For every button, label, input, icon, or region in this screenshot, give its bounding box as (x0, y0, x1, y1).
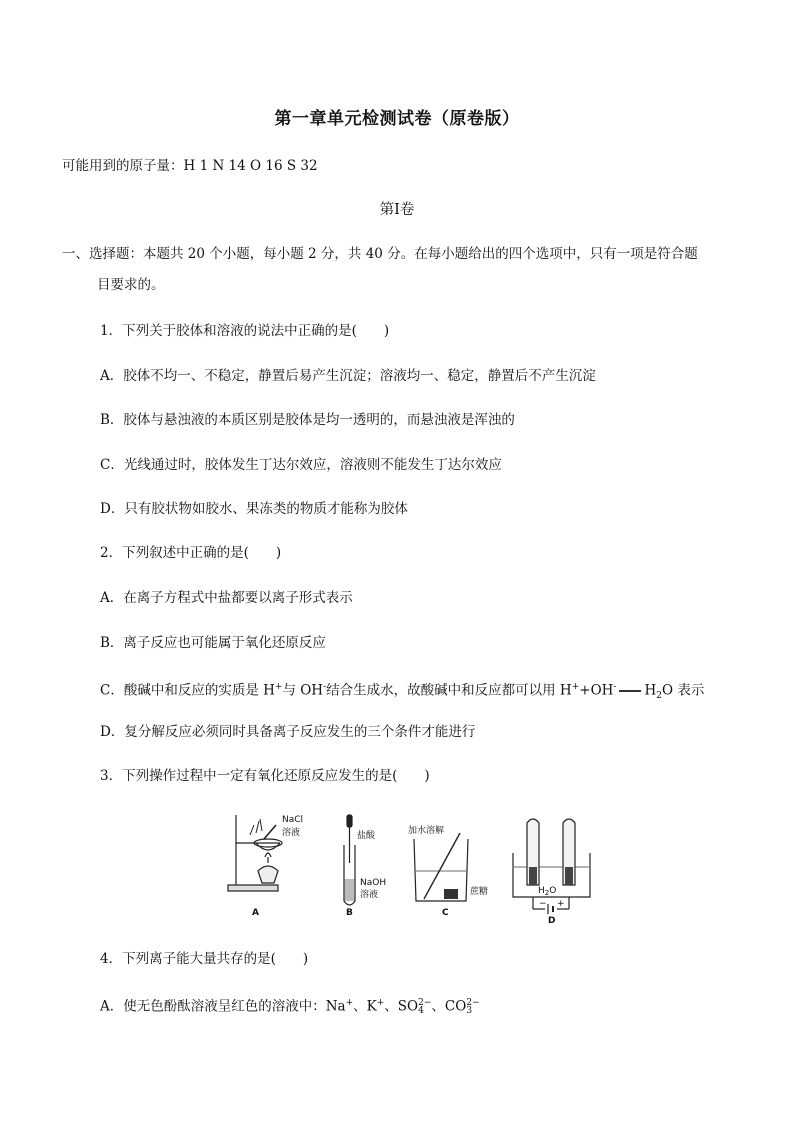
equals-double-line (619, 690, 641, 692)
fig-c-sugar: 蔗糖 (470, 887, 489, 897)
fig-c-label: C (442, 908, 449, 918)
fig-d-water: $H_2O$ (538, 886, 557, 897)
q2-option-c: C．酸碱中和反应的实质是 H+与 OH-结合生成水，故酸碱中和反应都可以用 H++OH- $H_2O$ 表示 (100, 682, 705, 702)
q2-option-d: D．复分解反应必须同时具备离子反应发生的三个条件才能进行 (100, 724, 476, 740)
apparatus-b-test-tube (344, 815, 355, 905)
q3-stem: 3．下列操作过程中一定有氧化还原反应发生的是( ) (100, 768, 430, 784)
section-intro-line-1: 一、选择题：本题共 20 个小题，每小题 2 分，共 40 分。在每小题给出的四个选项中，只有一项是符合题 (62, 246, 698, 262)
q2-option-a: A．在离子方程式中盐都要以离子形式表示 (100, 590, 353, 606)
section-intro-line-2: 目要求的。 (97, 277, 165, 293)
atomic-mass-line: 可能用到的原子量：H 1 N 14 O 16 S 32 (62, 158, 318, 174)
fig-c-dissolve: 加水溶解 (408, 826, 445, 836)
page-title: 第一章单元检测试卷（原卷版） (274, 109, 520, 129)
fig-a-solution: 溶液 (282, 828, 301, 838)
fig-d-label: D (548, 916, 556, 923)
q2-option-b: B．离子反应也可能属于氧化还原反应 (100, 635, 326, 651)
apparatus-d-electrolysis (513, 819, 590, 914)
q1-option-b: B．胶体与悬浊液的本质区别是胶体是均一透明的，而悬浊液是浑浊的 (100, 412, 515, 428)
fig-b-label: B (346, 908, 353, 918)
fig-a-nacl: NaCl (282, 815, 304, 825)
fig-a-label: A (252, 908, 259, 918)
fig-d-minus: − (539, 899, 547, 909)
q1-option-c: C．光线通过时，胶体发生丁达尔效应，溶液则不能发生丁达尔效应 (100, 457, 502, 473)
q1-option-d: D．只有胶状物如胶水、果冻类的物质才能称为胶体 (100, 501, 408, 517)
q4-stem: 4．下列离子能大量共存的是( ) (100, 951, 309, 967)
q4-option-a: A．使无色酚酞溶液呈红色的溶液中：Na+、K+、SO 2− 4 、CO 2− 3 (100, 998, 480, 1016)
q1-stem: 1．下列关于胶体和溶液的说法中正确的是( ) (100, 323, 390, 339)
fig-b-solution: 溶液 (360, 890, 379, 900)
q1-option-a: A．胶体不均一、不稳定，静置后易产生沉淀；溶液均一、稳定，静置后不产生沉淀 (100, 368, 596, 384)
q3-apparatus-figure (220, 805, 610, 923)
volume-label: 第Ⅰ卷 (379, 202, 415, 218)
fig-b-naoh: NaOH (360, 878, 387, 888)
apparatus-c-beaker (414, 833, 468, 901)
fig-b-acid: 盐酸 (357, 831, 376, 841)
fig-d-plus: + (557, 899, 565, 909)
q2-stem: 2．下列叙述中正确的是( ) (100, 545, 282, 561)
apparatus-a-evaporation (228, 815, 282, 891)
